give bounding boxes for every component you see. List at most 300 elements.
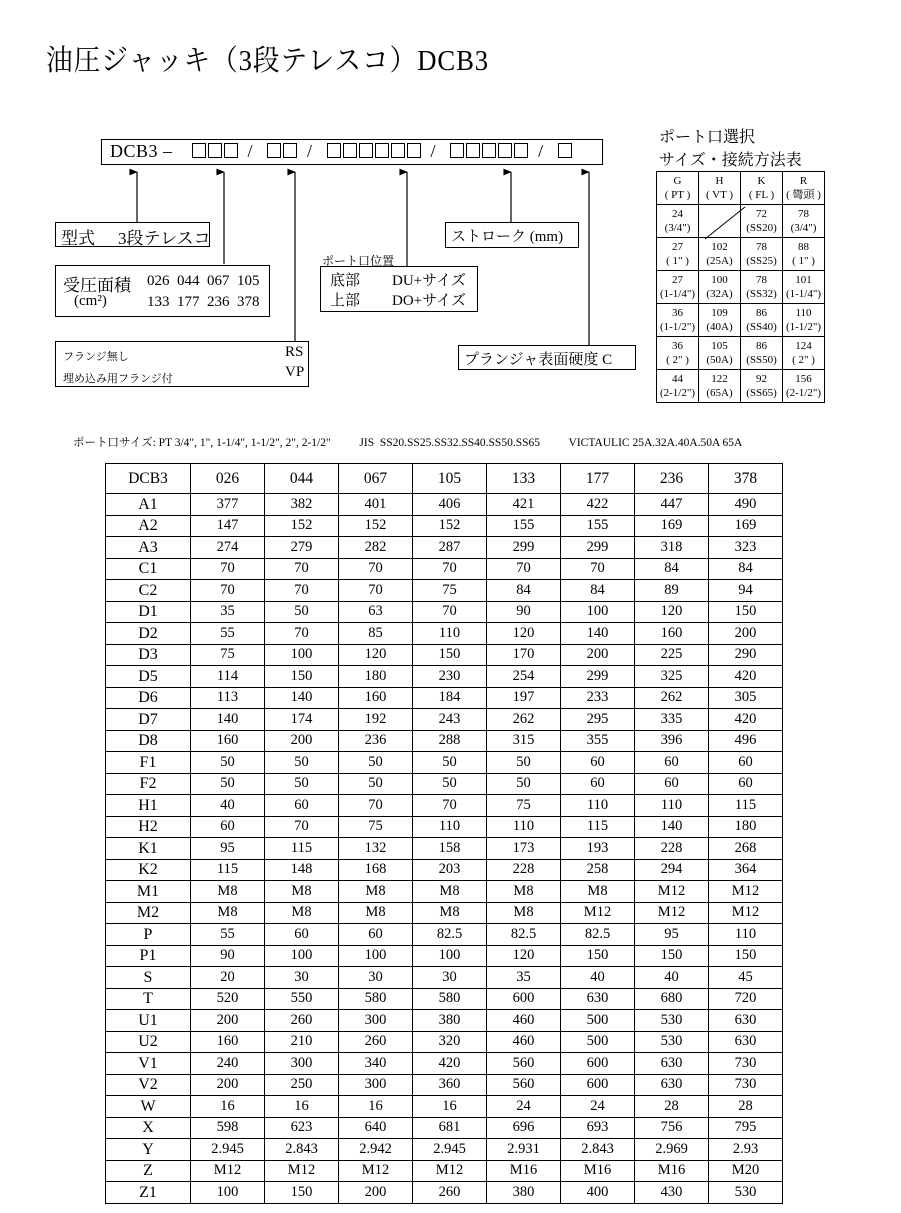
- type-key: 型式: [61, 229, 95, 248]
- dimension-cell: 355: [561, 730, 635, 752]
- code-separator: /: [247, 141, 254, 161]
- code-separator: /: [430, 141, 437, 161]
- flange-none-label: フランジ無し: [63, 351, 129, 363]
- page-title: 油圧ジャッキ（3段テレスコ）DCB3: [46, 45, 490, 77]
- dimension-cell: 75: [413, 580, 487, 602]
- port-cell-sub: ( 1" ): [792, 255, 815, 267]
- dimension-cell: 795: [709, 1117, 783, 1139]
- dimension-cell: 45: [709, 967, 783, 989]
- dimension-cell: 260: [413, 1182, 487, 1204]
- dimension-cell: 35: [191, 601, 265, 623]
- dimension-cell: 50: [265, 752, 339, 774]
- dimension-cell: 730: [709, 1053, 783, 1075]
- dimension-cell: 70: [265, 580, 339, 602]
- dimension-cell: 236: [339, 730, 413, 752]
- dimension-cell: 228: [635, 838, 709, 860]
- dimension-cell: 16: [339, 1096, 413, 1118]
- dimension-cell: 335: [635, 709, 709, 731]
- dimension-cell: 630: [709, 1010, 783, 1032]
- dimension-cell: 421: [487, 494, 561, 516]
- dimension-cell: 63: [339, 601, 413, 623]
- dimension-cell: 155: [561, 515, 635, 537]
- port-table-row: [657, 370, 825, 403]
- dimension-cell: 420: [709, 709, 783, 731]
- dimension-cell: 110: [709, 924, 783, 946]
- dimension-cell: 16: [191, 1096, 265, 1118]
- dimension-cell: 530: [635, 1031, 709, 1053]
- dimension-cell: 173: [487, 838, 561, 860]
- dimension-cell: 262: [635, 687, 709, 709]
- port-bottom-key: 底部: [330, 273, 361, 289]
- model-code-prefix: DCB3 –: [110, 141, 173, 161]
- port-cell-sub: (40A): [706, 321, 733, 333]
- dimension-cell: 70: [191, 558, 265, 580]
- port-cell-sub: (1-1/2"): [659, 321, 696, 333]
- dimension-row-label: H2: [106, 816, 191, 838]
- dimension-cell: M8: [265, 902, 339, 924]
- dimension-cell: 360: [413, 1074, 487, 1096]
- port-table-cell: [783, 238, 825, 271]
- table-row: [106, 709, 783, 731]
- dimension-cell: 250: [265, 1074, 339, 1096]
- port-cell-sub: (SS65): [746, 387, 777, 399]
- port-cell-sub: (SS50): [746, 354, 777, 366]
- dimension-row-label: U1: [106, 1010, 191, 1032]
- port-cell-sub: (65A): [706, 387, 733, 399]
- dimension-cell: 260: [339, 1031, 413, 1053]
- dimension-cell: 150: [413, 644, 487, 666]
- dimension-cell: 254: [487, 666, 561, 688]
- dimension-cell: 115: [709, 795, 783, 817]
- dimension-cell: 294: [635, 859, 709, 881]
- dimension-cell: M12: [191, 1160, 265, 1182]
- table-row: [106, 1117, 783, 1139]
- dimension-cell: 430: [635, 1182, 709, 1204]
- port-table-cell: [699, 370, 741, 403]
- dimension-cell: M8: [487, 881, 561, 903]
- port-cell-sub: ( 2" ): [792, 354, 815, 366]
- dimension-cell: 40: [635, 967, 709, 989]
- port-cell-sub: (3/4"): [664, 222, 691, 234]
- dimension-cell: 170: [487, 644, 561, 666]
- dimension-cell: 550: [265, 988, 339, 1010]
- dimension-row-label: D7: [106, 709, 191, 731]
- port-cell-sub: (SS32): [746, 288, 777, 300]
- dimension-cell: 382: [265, 494, 339, 516]
- dimension-cell: 30: [413, 967, 487, 989]
- dimension-cell: 115: [561, 816, 635, 838]
- dimension-cell: 50: [339, 752, 413, 774]
- port-cell-sub: ( FL ): [748, 189, 775, 201]
- dimension-cell: 40: [561, 967, 635, 989]
- dimension-cell: 279: [265, 537, 339, 559]
- dimension-cell: 300: [339, 1074, 413, 1096]
- table-row: [106, 537, 783, 559]
- port-table-cell: [741, 304, 783, 337]
- table-row: [106, 1010, 783, 1032]
- port-table-row: [657, 271, 825, 304]
- dimension-cell: M12: [635, 902, 709, 924]
- dimension-cell: 420: [709, 666, 783, 688]
- dimension-cell: 120: [487, 623, 561, 645]
- dimension-cell: 120: [635, 601, 709, 623]
- dimension-cell: 84: [709, 558, 783, 580]
- port-top-value: DO+サイズ: [392, 293, 466, 309]
- table-row: [106, 623, 783, 645]
- dimension-cell: 150: [265, 666, 339, 688]
- dimension-cell: 28: [635, 1096, 709, 1118]
- port-cell-sub: (SS20): [746, 222, 777, 234]
- dimension-cell: 140: [561, 623, 635, 645]
- port-cell-value: 101: [795, 274, 812, 286]
- dimension-cell: 500: [561, 1010, 635, 1032]
- dimension-row-label: A2: [106, 515, 191, 537]
- port-cell-value: 78: [798, 208, 809, 220]
- port-cell-value: G: [673, 175, 682, 187]
- port-cell-value: 86: [756, 340, 767, 352]
- dimension-cell: 258: [561, 859, 635, 881]
- dimension-cell: 150: [709, 601, 783, 623]
- dimension-cell: 490: [709, 494, 783, 516]
- dimension-cell: 233: [561, 687, 635, 709]
- dimension-cell: 160: [635, 623, 709, 645]
- port-cell-sub: ( 1" ): [666, 255, 689, 267]
- dimension-row-label: D2: [106, 623, 191, 645]
- area-key: 受圧面積: [63, 276, 131, 295]
- port-cell-value: 88: [798, 241, 809, 253]
- dimension-cell: 600: [487, 988, 561, 1010]
- dimension-cell: M8: [339, 881, 413, 903]
- dimension-cell: 184: [413, 687, 487, 709]
- dimension-cell: 299: [561, 666, 635, 688]
- dimension-cell: 696: [487, 1117, 561, 1139]
- port-cell-value: R: [799, 175, 808, 187]
- dimension-cell: 70: [339, 580, 413, 602]
- port-cell-value: 156: [795, 373, 812, 385]
- dimension-header-cell: 133: [487, 464, 561, 494]
- dimension-cell: 155: [487, 515, 561, 537]
- port-table-row: [657, 337, 825, 370]
- port-table-cell: [741, 238, 783, 271]
- dimension-row-label: D3: [106, 644, 191, 666]
- dimension-cell: 70: [265, 623, 339, 645]
- dimension-header-cell: 378: [709, 464, 783, 494]
- dimension-row-label: F2: [106, 773, 191, 795]
- port-cell-sub: ( 彎頭 ): [786, 189, 821, 201]
- table-row: [106, 515, 783, 537]
- dimension-row-label: Z1: [106, 1182, 191, 1204]
- dimension-cell: 282: [339, 537, 413, 559]
- table-row: [106, 687, 783, 709]
- dimension-cell: 35: [487, 967, 561, 989]
- dimension-cell: 100: [561, 601, 635, 623]
- dimension-row-label: Y: [106, 1139, 191, 1161]
- dimension-cell: 70: [265, 558, 339, 580]
- table-row: [106, 644, 783, 666]
- dimension-cell: 82.5: [487, 924, 561, 946]
- port-table-cell: [741, 370, 783, 403]
- dimension-row-label: V2: [106, 1074, 191, 1096]
- table-row: [106, 1031, 783, 1053]
- dimension-cell: 2.969: [635, 1139, 709, 1161]
- port-cell-value: 124: [795, 340, 812, 352]
- table-row: [106, 601, 783, 623]
- dimension-cell: 100: [413, 945, 487, 967]
- dimension-cell: 200: [265, 730, 339, 752]
- port-cell-value: 36: [672, 307, 683, 319]
- dimension-cell: 75: [487, 795, 561, 817]
- dimension-cell: 40: [191, 795, 265, 817]
- table-row: [106, 1139, 783, 1161]
- port-cell-value: 44: [672, 373, 683, 385]
- dimension-cell: M12: [339, 1160, 413, 1182]
- dimension-cell: 110: [635, 795, 709, 817]
- port-table-cell: [783, 271, 825, 304]
- dimension-cell: 560: [487, 1053, 561, 1075]
- dimension-cell: 2.843: [265, 1139, 339, 1161]
- hardness-label: プランジャ表面硬度 C: [464, 352, 613, 368]
- dimension-cell: M8: [487, 902, 561, 924]
- table-row: [106, 795, 783, 817]
- port-cell-value: 78: [756, 241, 767, 253]
- dimension-cell: 630: [709, 1031, 783, 1053]
- dimension-header-cell: 236: [635, 464, 709, 494]
- table-row: [106, 752, 783, 774]
- dimension-cell: 60: [709, 773, 783, 795]
- dimension-cell: 50: [413, 752, 487, 774]
- dimension-cell: 60: [561, 773, 635, 795]
- dimension-row-label: D5: [106, 666, 191, 688]
- dimension-cell: 70: [413, 601, 487, 623]
- dimension-cell: 30: [265, 967, 339, 989]
- dimension-cell: 2.93: [709, 1139, 783, 1161]
- dimension-cell: 447: [635, 494, 709, 516]
- dimension-cell: M12: [709, 881, 783, 903]
- port-table-cell: [657, 337, 699, 370]
- dimension-cell: 693: [561, 1117, 635, 1139]
- port-cell-sub: (1-1/2"): [785, 321, 822, 333]
- dimension-row-label: F1: [106, 752, 191, 774]
- dimension-cell: 148: [265, 859, 339, 881]
- dimension-cell: M20: [709, 1160, 783, 1182]
- dimension-cell: 70: [561, 558, 635, 580]
- dimension-cell: 60: [265, 795, 339, 817]
- dimension-cell: 299: [561, 537, 635, 559]
- dimension-cell: 100: [265, 945, 339, 967]
- dimension-cell: 630: [635, 1074, 709, 1096]
- code-separator: /: [538, 141, 544, 161]
- port-table-cell: [657, 238, 699, 271]
- dimension-cell: 598: [191, 1117, 265, 1139]
- dimension-cell: 160: [339, 687, 413, 709]
- dimension-cell: 50: [191, 773, 265, 795]
- dimension-cell: 600: [561, 1074, 635, 1096]
- port-cell-sub: ( VT ): [705, 189, 734, 201]
- dimension-cell: 84: [487, 580, 561, 602]
- dimension-cell: 55: [191, 623, 265, 645]
- dimension-cell: 730: [709, 1074, 783, 1096]
- port-table-cell: [699, 238, 741, 271]
- dimension-cell: 70: [265, 816, 339, 838]
- dimension-cell: 20: [191, 967, 265, 989]
- dimension-header-cell: 044: [265, 464, 339, 494]
- port-table-cell: [657, 304, 699, 337]
- dimension-cell: 262: [487, 709, 561, 731]
- table-row: [106, 1096, 783, 1118]
- table-row: [106, 1074, 783, 1096]
- port-cell-value: 102: [711, 241, 728, 253]
- table-row: [106, 945, 783, 967]
- dimension-cell: 230: [413, 666, 487, 688]
- stroke-label: ストローク (mm): [451, 229, 564, 245]
- dimension-cell: 300: [265, 1053, 339, 1075]
- dimension-row-label: K1: [106, 838, 191, 860]
- dimension-cell: 75: [339, 816, 413, 838]
- port-table-row: [657, 172, 825, 205]
- dimension-cell: 192: [339, 709, 413, 731]
- dimension-cell: 180: [339, 666, 413, 688]
- dimension-cell: M12: [561, 902, 635, 924]
- port-cell-sub: (1-1/4"): [659, 288, 696, 300]
- dimension-cell: 200: [191, 1010, 265, 1032]
- dimension-cell: 50: [265, 601, 339, 623]
- dimension-cell: 90: [191, 945, 265, 967]
- dimension-cell: 401: [339, 494, 413, 516]
- dimension-row-label: D1: [106, 601, 191, 623]
- table-row: [106, 967, 783, 989]
- dimension-cell: 530: [635, 1010, 709, 1032]
- dimension-cell: 169: [709, 515, 783, 537]
- dimension-cell: 268: [709, 838, 783, 860]
- dimension-cell: 30: [339, 967, 413, 989]
- dimension-header-cell: 067: [339, 464, 413, 494]
- port-table-cell: [657, 172, 699, 205]
- dimension-cell: 84: [635, 558, 709, 580]
- dimension-cell: M8: [413, 881, 487, 903]
- dimension-cell: M8: [191, 881, 265, 903]
- dimension-row-label: P1: [106, 945, 191, 967]
- dimension-cell: 530: [709, 1182, 783, 1204]
- port-cell-sub: (2-1/2"): [659, 387, 696, 399]
- dimension-cell: 290: [709, 644, 783, 666]
- dimension-row-label: T: [106, 988, 191, 1010]
- dimension-cell: 152: [339, 515, 413, 537]
- dimension-cell: 70: [339, 558, 413, 580]
- port-table-cell: [783, 205, 825, 238]
- dimension-table: [105, 463, 783, 1204]
- port-cell-sub: (SS40): [746, 321, 777, 333]
- dimension-row-label: D8: [106, 730, 191, 752]
- dimension-cell: 580: [339, 988, 413, 1010]
- dimension-cell: 50: [413, 773, 487, 795]
- port-table-row: [657, 238, 825, 271]
- dimension-cell: M16: [561, 1160, 635, 1182]
- port-cell-sub: (50A): [706, 354, 733, 366]
- dimension-cell: 132: [339, 838, 413, 860]
- dimension-cell: 225: [635, 644, 709, 666]
- dimension-cell: 160: [191, 1031, 265, 1053]
- dimension-cell: 60: [635, 752, 709, 774]
- dimension-cell: 90: [487, 601, 561, 623]
- dimension-cell: 274: [191, 537, 265, 559]
- dimension-cell: 500: [561, 1031, 635, 1053]
- port-cell-sub: (32A): [706, 288, 733, 300]
- dimension-cell: 70: [413, 558, 487, 580]
- table-row: [106, 838, 783, 860]
- dimension-cell: M8: [561, 881, 635, 903]
- port-table-cell: [657, 271, 699, 304]
- dimension-cell: 60: [635, 773, 709, 795]
- port-cell-value: 36: [672, 340, 683, 352]
- dimension-cell: 100: [265, 644, 339, 666]
- port-table-row: [657, 304, 825, 337]
- dimension-cell: 152: [413, 515, 487, 537]
- port-table-empty-diagonal: [704, 206, 746, 240]
- dimension-cell: M8: [413, 902, 487, 924]
- dimension-row-label: P: [106, 924, 191, 946]
- port-cell-sub: ( PT ): [664, 189, 691, 201]
- table-row: [106, 924, 783, 946]
- dimension-cell: 340: [339, 1053, 413, 1075]
- dimension-cell: 406: [413, 494, 487, 516]
- dimension-cell: 100: [339, 945, 413, 967]
- port-cell-sub: (SS25): [746, 255, 777, 267]
- port-table-title: ポート口選択: [659, 129, 756, 146]
- dimension-cell: 623: [265, 1117, 339, 1139]
- dimension-cell: 70: [339, 795, 413, 817]
- dimension-cell: 84: [561, 580, 635, 602]
- area-unit: (cm²): [74, 293, 107, 309]
- table-row: [106, 1160, 783, 1182]
- dimension-cell: 2.942: [339, 1139, 413, 1161]
- port-table-cell: [741, 337, 783, 370]
- table-row: [106, 1053, 783, 1075]
- dimension-cell: 396: [635, 730, 709, 752]
- dimension-row-label: S: [106, 967, 191, 989]
- dimension-cell: 228: [487, 859, 561, 881]
- port-table-cell: [783, 172, 825, 205]
- type-value: 3段テレスコ: [118, 229, 211, 248]
- dimension-cell: M12: [265, 1160, 339, 1182]
- dimension-cell: 756: [635, 1117, 709, 1139]
- dimension-cell: 243: [413, 709, 487, 731]
- port-cell-value: 92: [756, 373, 767, 385]
- dimension-cell: 110: [561, 795, 635, 817]
- code-separator: /: [307, 141, 313, 161]
- dimension-cell: 681: [413, 1117, 487, 1139]
- area-codes: 026 044 067 105: [147, 273, 260, 289]
- dimension-cell: 193: [561, 838, 635, 860]
- table-row: [106, 730, 783, 752]
- dimension-cell: 75: [191, 644, 265, 666]
- port-cell-value: 27: [672, 241, 683, 253]
- dimension-cell: 115: [265, 838, 339, 860]
- table-row: [106, 902, 783, 924]
- dimension-cell: 24: [487, 1096, 561, 1118]
- dimension-cell: 94: [709, 580, 783, 602]
- flange-none-code: RS: [285, 344, 304, 360]
- dimension-cell: 110: [413, 816, 487, 838]
- dimension-cell: 169: [635, 515, 709, 537]
- dimension-cell: 520: [191, 988, 265, 1010]
- port-cell-sub: (3/4"): [790, 222, 817, 234]
- port-cell-value: 78: [756, 274, 767, 286]
- dimension-cell: M8: [339, 902, 413, 924]
- port-table-cell: [783, 370, 825, 403]
- dimension-cell: 299: [487, 537, 561, 559]
- dimension-cell: 580: [413, 988, 487, 1010]
- dimension-cell: 380: [487, 1182, 561, 1204]
